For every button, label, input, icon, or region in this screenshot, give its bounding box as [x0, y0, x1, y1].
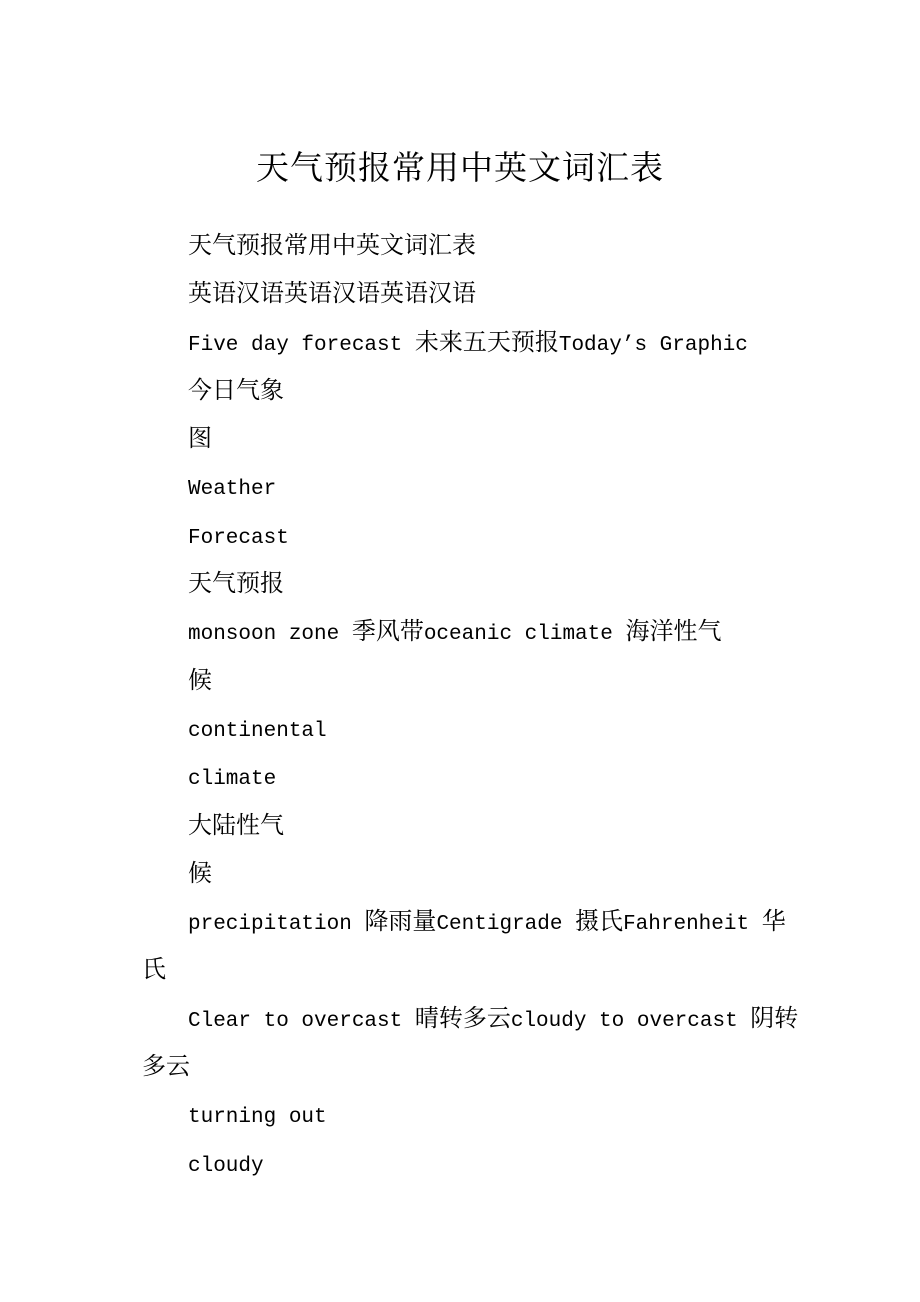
chinese-term: 华 — [761, 907, 786, 936]
english-term: cloudy — [188, 1154, 264, 1178]
text-line — [0, 708, 920, 756]
english-term: Today’s Graphic — [558, 333, 748, 357]
english-term: oceanic climate — [423, 623, 626, 647]
text-line — [0, 853, 920, 901]
english-term: Fahrenheit — [623, 913, 762, 937]
english-term: Forecast — [188, 526, 289, 550]
text-line — [0, 756, 920, 804]
chinese-term: 大陆性气 — [188, 810, 284, 839]
text-line — [0, 273, 920, 321]
english-term: turning out — [188, 1106, 327, 1130]
text-line — [0, 1143, 920, 1191]
document-title: 天气预报常用中英文词汇表 — [256, 148, 664, 187]
english-term: continental — [188, 719, 327, 743]
english-term: Clear to overcast — [188, 1009, 415, 1033]
english-term: Centigrade — [436, 913, 576, 937]
text-line — [0, 611, 920, 659]
english-term: monsoon zone — [188, 623, 352, 647]
english-term: Five day forecast — [188, 333, 415, 357]
text-line — [0, 370, 920, 418]
chinese-term: 候 — [188, 665, 212, 694]
chinese-term: 降雨量 — [364, 907, 437, 936]
chinese-term: 未来五天预报 — [414, 327, 559, 356]
chinese-term: 季风带 — [351, 617, 424, 646]
chinese-term: 天气预报 — [188, 569, 284, 598]
chinese-term: 摄氏 — [575, 907, 624, 936]
text-line — [0, 1046, 920, 1094]
english-term: cloudy to overcast — [510, 1009, 751, 1033]
text-line — [0, 466, 920, 514]
text-line — [0, 949, 920, 997]
chinese-term: 图 — [188, 424, 212, 453]
chinese-term: 多云 — [142, 1052, 190, 1081]
text-line — [0, 901, 920, 949]
text-line — [0, 563, 920, 611]
chinese-term: 今日气象 — [188, 375, 284, 404]
english-term: climate — [188, 768, 277, 792]
chinese-term: 候 — [188, 858, 212, 887]
text-line — [0, 805, 920, 853]
text-line — [0, 225, 920, 273]
english-term: precipitation — [188, 913, 365, 937]
text-line — [0, 998, 920, 1046]
text-line — [0, 660, 920, 708]
text-line — [0, 515, 920, 563]
text-line — [0, 1094, 920, 1142]
text-line — [0, 322, 920, 370]
chinese-term: 氏 — [142, 955, 166, 984]
english-term: Weather — [188, 478, 277, 502]
document-body — [0, 225, 920, 1191]
text-line — [0, 418, 920, 466]
chinese-term: 天气预报常用中英文词汇表 — [188, 231, 476, 259]
chinese-term: 英语汉语英语汉语英语汉语 — [188, 279, 476, 308]
chinese-term: 晴转多云 — [414, 1003, 511, 1032]
chinese-term: 海洋性气 — [625, 617, 722, 646]
chinese-term: 阴转 — [750, 1003, 799, 1032]
